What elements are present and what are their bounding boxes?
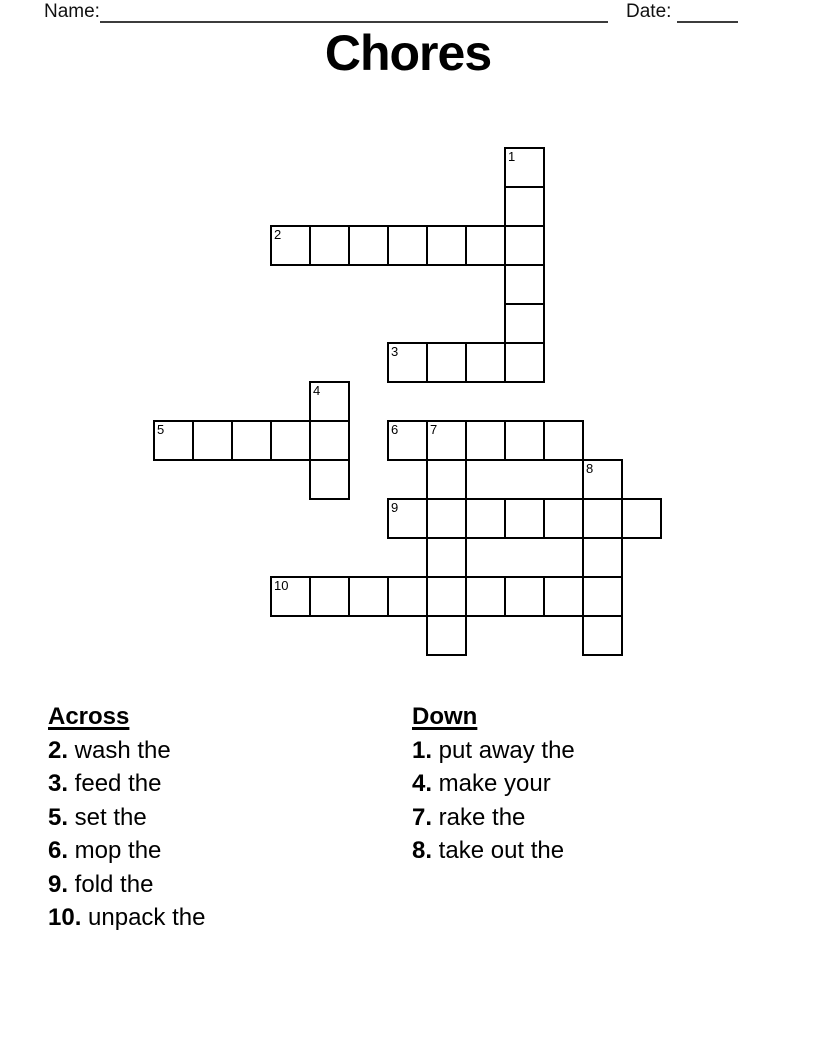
grid-cell[interactable] [426, 420, 467, 461]
grid-cell[interactable] [309, 576, 350, 617]
grid-cell[interactable] [504, 225, 545, 266]
clue-text: set the [68, 803, 147, 831]
grid-cell[interactable] [270, 225, 311, 266]
grid-cell[interactable] [309, 225, 350, 266]
clue-item [412, 767, 752, 801]
page-title: Chores [324, 25, 492, 81]
cell-number: 7 [430, 422, 438, 437]
cell-number: 5 [157, 422, 165, 437]
clue-text: feed the [68, 770, 162, 797]
grid-cell[interactable] [465, 576, 506, 617]
grid-cell[interactable] [504, 186, 545, 227]
grid-cell[interactable] [426, 342, 467, 383]
date-label: Date: [626, 1, 672, 22]
cell-number: 9 [391, 500, 399, 515]
clue-item [48, 801, 388, 835]
grid-cell[interactable] [387, 498, 428, 539]
across-heading: Across [48, 703, 130, 730]
grid-cell[interactable] [504, 342, 545, 383]
grid-cell[interactable] [270, 576, 311, 617]
clue-number: 4. [412, 770, 433, 797]
grid-cell[interactable] [621, 498, 662, 539]
grid-cell[interactable] [465, 420, 506, 461]
clue-number: 7. [412, 803, 433, 831]
grid-cell[interactable] [309, 420, 350, 461]
name-label: Name: [44, 1, 100, 22]
down-clues-section [412, 700, 752, 868]
clue-item [48, 901, 388, 935]
grid-cell[interactable] [582, 615, 623, 656]
clue-number: 1. [412, 736, 433, 764]
clue-number: 6. [48, 837, 69, 864]
clue-item [48, 767, 388, 801]
cell-number: 1 [508, 149, 516, 164]
grid-cell[interactable] [192, 420, 233, 461]
clue-item [412, 734, 752, 768]
grid-cell[interactable] [426, 459, 467, 500]
clue-text: wash the [68, 736, 171, 764]
grid-cell[interactable] [387, 225, 428, 266]
clue-item [48, 868, 388, 902]
grid-cell[interactable] [348, 225, 389, 266]
cell-number: 8 [586, 461, 594, 476]
grid-cell[interactable] [348, 576, 389, 617]
date-blank-line [677, 0, 738, 23]
grid-cell[interactable] [582, 537, 623, 578]
clue-text: mop the [68, 837, 162, 864]
grid-cell[interactable] [504, 576, 545, 617]
clue-text: take out the [432, 837, 565, 864]
grid-cell[interactable] [426, 225, 467, 266]
clue-text: fold the [68, 870, 154, 898]
grid-cell[interactable] [231, 420, 272, 461]
grid-cell[interactable] [309, 459, 350, 500]
clue-number: 2. [48, 736, 69, 764]
grid-cell[interactable] [504, 147, 545, 188]
cell-number: 4 [313, 383, 321, 398]
down-heading: Down [412, 703, 478, 730]
grid-cell[interactable] [582, 459, 623, 500]
grid-cell[interactable] [582, 576, 623, 617]
grid-cell[interactable] [426, 615, 467, 656]
clue-item [412, 801, 752, 835]
across-clue-list [48, 734, 388, 935]
cell-number: 2 [274, 227, 282, 242]
clue-item [412, 834, 752, 868]
clue-number: 5. [48, 803, 69, 831]
name-blank-line [100, 0, 608, 23]
cell-number: 10 [274, 578, 289, 593]
clue-text: make your [432, 770, 551, 797]
crossword-grid [153, 147, 662, 656]
grid-cell[interactable] [504, 498, 545, 539]
clue-text: rake the [432, 803, 526, 831]
clue-number: 3. [48, 770, 69, 797]
cell-number: 3 [391, 344, 399, 359]
grid-cell[interactable] [426, 498, 467, 539]
clue-item [48, 834, 388, 868]
grid-cell[interactable] [387, 576, 428, 617]
grid-cell[interactable] [504, 303, 545, 344]
grid-cell[interactable] [543, 498, 584, 539]
grid-cell[interactable] [543, 576, 584, 617]
clue-number: 9. [48, 870, 69, 898]
grid-cell[interactable] [153, 420, 194, 461]
clue-item [48, 734, 388, 768]
grid-cell[interactable] [543, 420, 584, 461]
grid-cell[interactable] [309, 381, 350, 422]
grid-cell[interactable] [426, 576, 467, 617]
grid-cell[interactable] [504, 420, 545, 461]
grid-cell[interactable] [387, 420, 428, 461]
down-clue-list [412, 734, 752, 868]
grid-cell[interactable] [270, 420, 311, 461]
clue-text: unpack the [81, 904, 206, 931]
grid-cell[interactable] [465, 498, 506, 539]
grid-cell[interactable] [465, 342, 506, 383]
cell-number: 6 [391, 422, 399, 437]
grid-cell[interactable] [426, 537, 467, 578]
across-clues-section [48, 700, 388, 935]
clue-text: put away the [432, 736, 575, 764]
grid-cell[interactable] [465, 225, 506, 266]
clue-number: 10. [48, 904, 82, 931]
grid-cell[interactable] [387, 342, 428, 383]
clue-number: 8. [412, 837, 433, 864]
grid-cell[interactable] [504, 264, 545, 305]
grid-cell[interactable] [582, 498, 623, 539]
